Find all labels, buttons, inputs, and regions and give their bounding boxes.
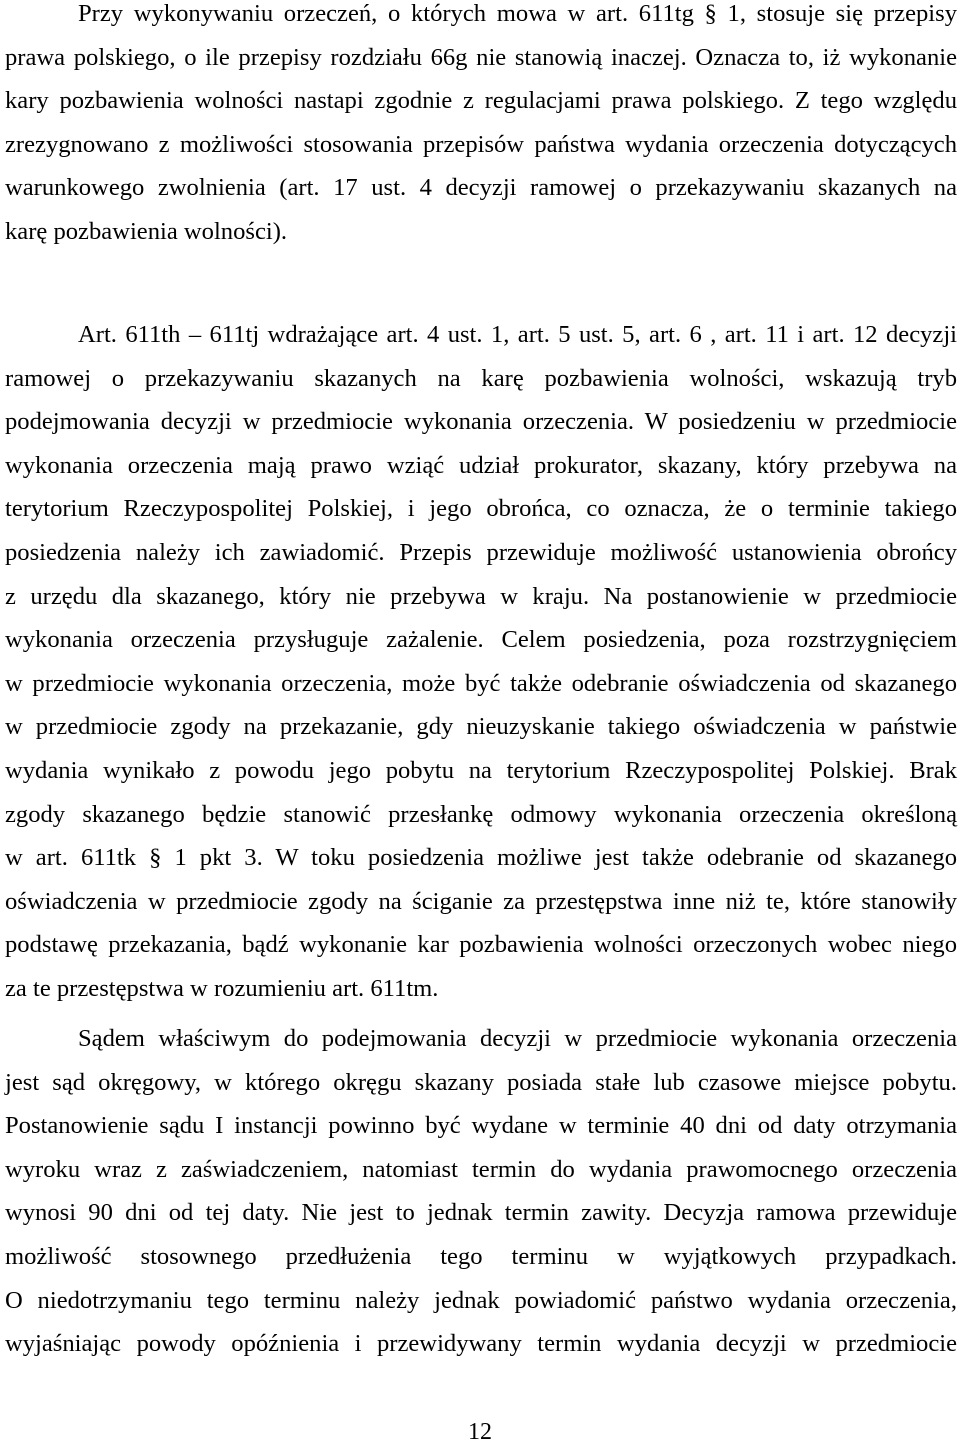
text-line: Przy wykonywaniu orzeczeń, o których mowa w art. 611tg § 1, stosuje się przepisy: [78, 0, 957, 27]
text-line: Postanowienie sądu I instancji powinno być wydane w terminie 40 dni od daty otrzymania: [5, 1112, 957, 1140]
text-line: wynosi 90 dni od tej daty. Nie jest to jednak termin zawity. Decyzja ramowa przewiduje: [5, 1199, 957, 1227]
text-line: wydania wynikało z powodu jego pobytu na terytorium Rzeczypospolitej Polskiej. Brak: [5, 756, 957, 784]
text-line: w przedmiocie zgody na przekazanie, gdy nieuzyskanie takiego oświadczenia w państwie: [5, 713, 957, 741]
paragraph: [5, 0, 957, 254]
text-line: warunkowego zwolnienia (art. 17 ust. 4 decyzji ramowej o przekazywaniu skazanych na: [5, 174, 957, 202]
text-line: zgody skazanego będzie stanowić przesłankę odmowy wykonania orzeczenia określoną: [5, 800, 957, 828]
text-line: możliwość stosownego przedłużenia tego terminu w wyjątkowych przypadkach.: [5, 1242, 957, 1270]
text-line: oświadczenia w przedmiocie zgody na ściganie za przestępstwa inne niż te, które stanowiły: [5, 887, 957, 915]
text-line: za te przestępstwa w rozumieniu art. 611tm.: [5, 974, 439, 1002]
text-line: wykonania orzeczenia mają prawo wziąć udział prokurator, skazany, który przebywa na: [5, 451, 957, 479]
text-line: kary pozbawienia wolności nastapi zgodnie z regulacjami prawa polskiego. Z tego względu: [5, 87, 957, 115]
text-line: wyjaśniając powody opóźnienia i przewidywany termin wydania decyzji w przedmiocie: [5, 1330, 957, 1358]
text-line: w art. 611tk § 1 pkt 3. W toku posiedzenia możliwe jest także odebranie od skazanego: [5, 844, 957, 872]
text-line: Art. 611th – 611tj wdrażające art. 4 ust. 1, art. 5 ust. 5, art. 6 , art. 11 i art. 12 decyzji: [78, 321, 957, 348]
paragraph: [5, 1017, 957, 1366]
paragraph: [5, 313, 957, 1011]
text-line: posiedzenia należy ich zawiadomić. Przepis przewiduje możliwość ustanowienia obrońcy: [5, 538, 957, 566]
text-line: podstawę przekazania, bądź wykonanie kar pozbawienia wolności orzeczonych wobec niego: [5, 931, 957, 959]
text-line: Sądem właściwym do podejmowania decyzji w przedmiocie wykonania orzeczenia: [78, 1025, 957, 1052]
text-line: w przedmiocie wykonania orzeczenia, może być także odebranie oświadczenia od skazanego: [5, 669, 957, 697]
text-line: karę pozbawienia wolności).: [5, 217, 288, 245]
text-line: zrezygnowano z możliwości stosowania przepisów państwa wydania orzeczenia dotyczących: [5, 130, 957, 158]
text-line: wyroku wraz z zaświadczeniem, natomiast termin do wydania prawomocnego orzeczenia: [5, 1155, 957, 1183]
page-number: 12: [468, 1419, 492, 1445]
text-line: O niedotrzymaniu tego terminu należy jednak powiadomić państwo wydania orzeczenia,: [5, 1286, 957, 1314]
text-line: terytorium Rzeczypospolitej Polskiej, i jego obrońca, co oznacza, że o terminie takiego: [5, 495, 957, 523]
text-line: prawa polskiego, o ile przepisy rozdziału 66g nie stanowią inaczej. Oznacza to, iż wykonanie: [5, 43, 957, 71]
text-line: z urzędu dla skazanego, który nie przebywa w kraju. Na postanowienie w przedmiocie: [5, 582, 957, 610]
text-line: jest sąd okręgowy, w którego okręgu skazany posiada stałe lub czasowe miejsce pobytu.: [5, 1068, 957, 1096]
text-line: ramowej o przekazywaniu skazanych na karę pozbawienia wolności, wskazują tryb: [5, 364, 957, 392]
text-line: podejmowania decyzji w przedmiocie wykonania orzeczenia. W posiedzeniu w przedmiocie: [5, 408, 957, 436]
text-line: wykonania orzeczenia przysługuje zażalenie. Celem posiedzenia, poza rozstrzygnięciem: [5, 626, 957, 654]
